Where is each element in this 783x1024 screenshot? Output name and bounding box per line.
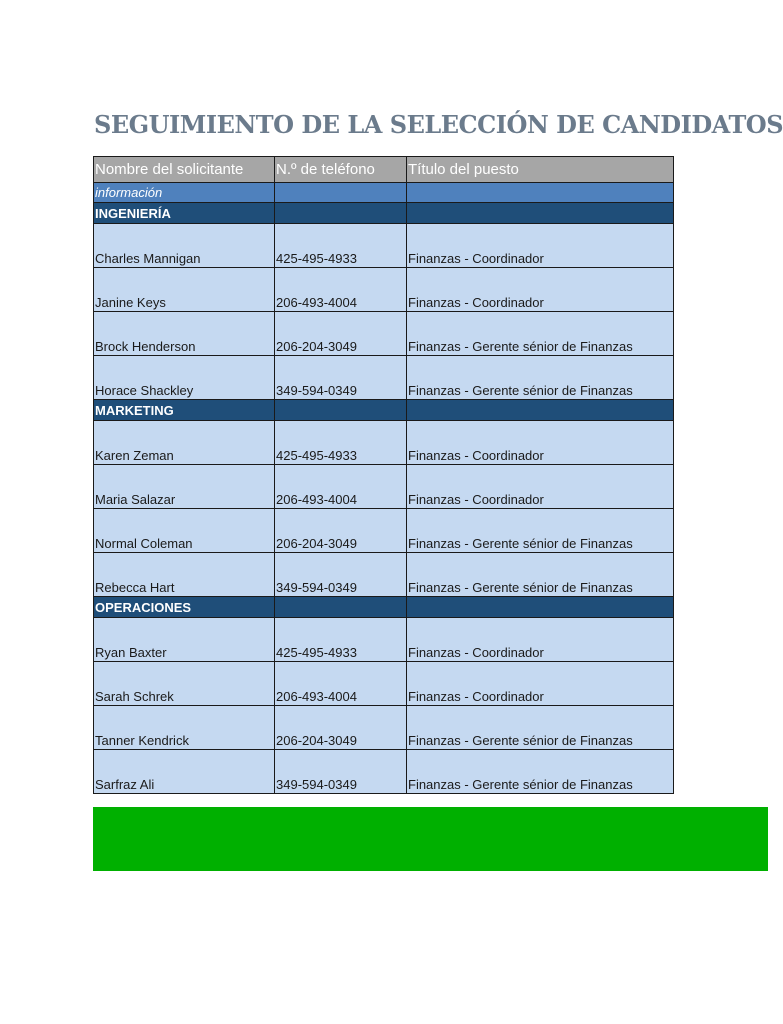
info-cell (275, 183, 407, 203)
applicant-phone: 349-594-0349 (275, 356, 407, 400)
applicant-name: Brock Henderson (94, 312, 275, 356)
applicant-job: Finanzas - Gerente sénior de Finanzas (407, 553, 674, 597)
green-banner (93, 807, 768, 871)
applicant-name: Sarfraz Ali (94, 750, 275, 794)
applicant-phone: 349-594-0349 (275, 553, 407, 597)
section-row-marketing (94, 400, 674, 421)
applicant-name: Maria Salazar (94, 465, 275, 509)
table-row (94, 356, 674, 400)
applicant-phone: 206-493-4004 (275, 268, 407, 312)
applicant-phone: 206-204-3049 (275, 509, 407, 553)
applicant-phone: 206-204-3049 (275, 312, 407, 356)
applicant-name: Karen Zeman (94, 421, 275, 465)
applicant-name: Sarah Schrek (94, 662, 275, 706)
info-label: información (94, 183, 275, 203)
applicant-job: Finanzas - Coordinador (407, 618, 674, 662)
section-cell (407, 203, 674, 224)
section-cell (407, 400, 674, 421)
section-label: OPERACIONES (94, 597, 275, 618)
applicant-job: Finanzas - Gerente sénior de Finanzas (407, 312, 674, 356)
applicant-name: Janine Keys (94, 268, 275, 312)
applicant-name: Charles Mannigan (94, 224, 275, 268)
applicant-job: Finanzas - Coordinador (407, 662, 674, 706)
section-row-operaciones (94, 597, 674, 618)
table-row (94, 750, 674, 794)
section-row-ingenieria (94, 203, 674, 224)
info-cell (407, 183, 674, 203)
table-row (94, 268, 674, 312)
section-cell (275, 597, 407, 618)
table-row (94, 553, 674, 597)
table-header-row (94, 157, 674, 183)
applicant-job: Finanzas - Coordinador (407, 465, 674, 509)
section-label: INGENIERÍA (94, 203, 275, 224)
applicant-phone: 206-204-3049 (275, 706, 407, 750)
section-cell (275, 400, 407, 421)
applicant-phone: 425-495-4933 (275, 618, 407, 662)
applicant-phone: 349-594-0349 (275, 750, 407, 794)
section-cell (407, 597, 674, 618)
applicant-job: Finanzas - Coordinador (407, 224, 674, 268)
applicant-phone: 425-495-4933 (275, 224, 407, 268)
applicant-job: Finanzas - Gerente sénior de Finanzas (407, 509, 674, 553)
info-row (94, 183, 674, 203)
column-header-job: Título del puesto (407, 157, 674, 183)
applicant-name: Rebecca Hart (94, 553, 275, 597)
table-row (94, 465, 674, 509)
table-row (94, 662, 674, 706)
applicant-phone: 425-495-4933 (275, 421, 407, 465)
table-row (94, 706, 674, 750)
candidate-table (93, 156, 674, 794)
applicant-job: Finanzas - Coordinador (407, 268, 674, 312)
applicant-job: Finanzas - Gerente sénior de Finanzas (407, 750, 674, 794)
applicant-name: Normal Coleman (94, 509, 275, 553)
table-row (94, 224, 674, 268)
section-label: MARKETING (94, 400, 275, 421)
column-header-phone: N.º de teléfono (275, 157, 407, 183)
table-row (94, 421, 674, 465)
applicant-job: Finanzas - Gerente sénior de Finanzas (407, 706, 674, 750)
table-row (94, 509, 674, 553)
applicant-name: Horace Shackley (94, 356, 275, 400)
applicant-name: Ryan Baxter (94, 618, 275, 662)
section-cell (275, 203, 407, 224)
applicant-phone: 206-493-4004 (275, 662, 407, 706)
applicant-name: Tanner Kendrick (94, 706, 275, 750)
page-title: SEGUIMIENTO DE LA SELECCIÓN DE CANDIDATOS (94, 110, 783, 139)
applicant-phone: 206-493-4004 (275, 465, 407, 509)
applicant-job: Finanzas - Gerente sénior de Finanzas (407, 356, 674, 400)
table-row (94, 618, 674, 662)
column-header-name: Nombre del solicitante (94, 157, 275, 183)
table-row (94, 312, 674, 356)
applicant-job: Finanzas - Coordinador (407, 421, 674, 465)
